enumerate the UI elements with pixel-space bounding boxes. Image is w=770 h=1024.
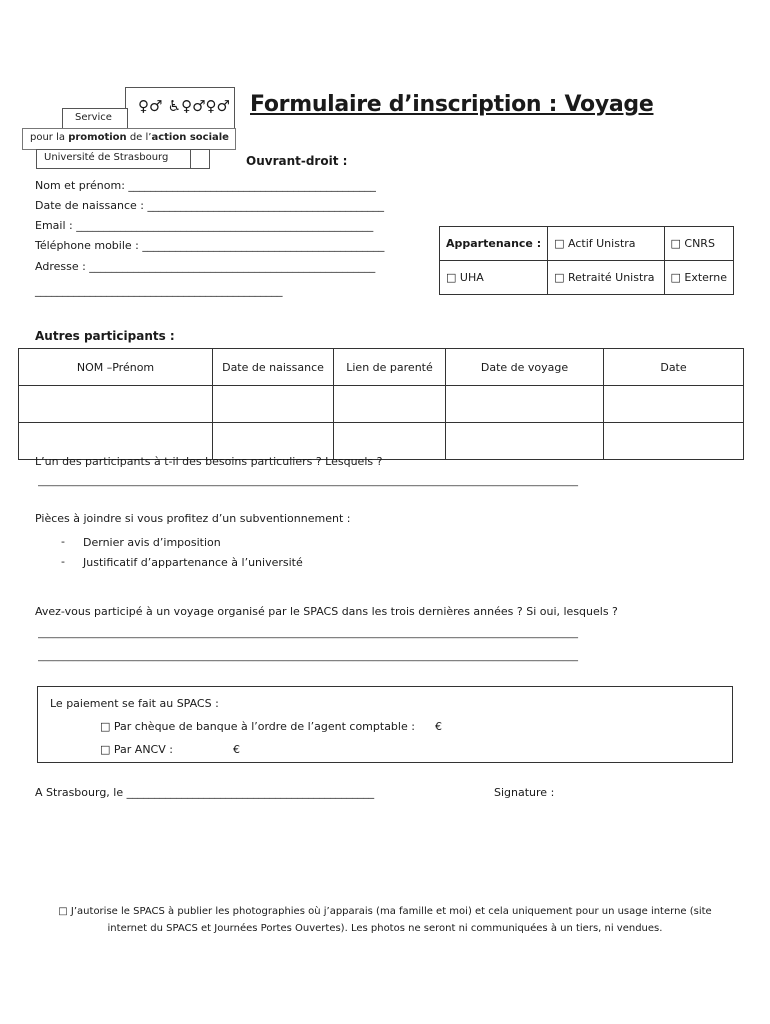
- paiement-ancv-option[interactable]: □ Par ANCV :: [100, 743, 173, 756]
- option-retraite-unistra[interactable]: □ Retraité Unistra: [548, 261, 664, 295]
- col-date: Date: [604, 349, 744, 386]
- table-cell[interactable]: [446, 386, 604, 423]
- autres-participants-heading: Autres participants :: [35, 329, 175, 343]
- field-nom-prenom[interactable]: Nom et prénom: _____________________________________________: [35, 179, 376, 192]
- bullet-dash: -: [61, 535, 65, 548]
- autorisation-line-1: □ J’autorise le SPACS à publier les photographies où j’apparais (ma famille et moi) et cela uniquement pour un usage interne (site: [58, 906, 712, 917]
- field-date-naissance[interactable]: Date de naissance : ___________________________________________: [35, 199, 384, 212]
- table-cell[interactable]: [19, 423, 213, 460]
- autorisation-photos[interactable]: [40, 903, 730, 937]
- voyage-answer-line-2[interactable]: ____________________________________________________________________________________________________________: [38, 651, 578, 662]
- logo-university: Université de Strasbourg: [44, 152, 169, 163]
- logo-service-label: Service: [75, 112, 112, 123]
- voyage-answer-line-1[interactable]: ____________________________________________________________________________________________________________: [38, 628, 578, 639]
- table-cell[interactable]: [213, 423, 334, 460]
- option-actif-unistra[interactable]: □ Actif Unistra: [548, 227, 664, 261]
- appartenance-table: [439, 226, 734, 295]
- participants-header-row: [19, 349, 744, 386]
- field-telephone[interactable]: Téléphone mobile : ____________________________________________: [35, 239, 385, 252]
- pieces-intro: Pièces à joindre si vous profitez d’un subventionnement :: [35, 512, 351, 525]
- field-adresse-line2[interactable]: _____________________________________________: [35, 284, 283, 297]
- besoins-answer-line[interactable]: ____________________________________________________________________________________________________________: [38, 476, 578, 487]
- col-nom-prenom: NOM –Prénom: [19, 349, 213, 386]
- table-cell[interactable]: [446, 423, 604, 460]
- field-adresse[interactable]: Adresse : ____________________________________________________: [35, 260, 376, 273]
- logo-tagline: pour la promotion de l’action sociale: [30, 132, 229, 143]
- voyage-precedent-question: Avez-vous participé à un voyage organisé par le SPACS dans les trois dernières années ? Si oui, lesquels ?: [35, 605, 618, 618]
- field-email[interactable]: Email : ______________________________________________________: [35, 219, 374, 232]
- appartenance-label: Appartenance :: [440, 227, 548, 261]
- option-cnrs[interactable]: □ CNRS: [664, 227, 734, 261]
- option-externe[interactable]: □ Externe: [664, 261, 734, 295]
- col-date-naissance: Date de naissance: [213, 349, 334, 386]
- table-row: [19, 386, 744, 423]
- besoins-question: L’un des participants à t-il des besoins particuliers ? Lesquels ?: [35, 455, 383, 468]
- table-cell[interactable]: [334, 423, 446, 460]
- signature-place-date[interactable]: A Strasbourg, le _____________________________________________: [35, 786, 375, 799]
- table-cell[interactable]: [213, 386, 334, 423]
- table-cell[interactable]: [604, 423, 744, 460]
- euro-sign: €: [233, 743, 240, 756]
- euro-sign: €: [435, 720, 442, 733]
- spacs-logo: [22, 87, 238, 171]
- ouvrant-droit-heading: Ouvrant-droit :: [246, 154, 348, 168]
- paiement-intro: Le paiement se fait au SPACS :: [50, 697, 219, 710]
- piece-justificatif: Justificatif d’appartenance à l’université: [83, 556, 303, 569]
- logo-frame-small: [190, 149, 210, 169]
- paiement-cheque-option[interactable]: □ Par chèque de banque à l’ordre de l’agent comptable :: [100, 720, 415, 733]
- option-uha[interactable]: □ UHA: [440, 261, 548, 295]
- autorisation-line-2: internet du SPACS et Journées Portes Ouvertes). Les photos ne seront ni communiquées à un tiers, ni vendues.: [107, 923, 663, 934]
- logo-people-glyphs: ♀♂ ♿♀♂♀♂: [138, 97, 230, 115]
- participants-table: [18, 348, 744, 460]
- form-title: Formulaire d’inscription : Voyage: [250, 92, 654, 117]
- paiement-box: [37, 686, 733, 763]
- table-row: [19, 423, 744, 460]
- bullet-dash: -: [61, 555, 65, 568]
- table-cell[interactable]: [334, 386, 446, 423]
- col-lien-parente: Lien de parenté: [334, 349, 446, 386]
- table-cell[interactable]: [19, 386, 213, 423]
- col-date-voyage: Date de voyage: [446, 349, 604, 386]
- signature-label: Signature :: [494, 786, 555, 799]
- piece-avis-imposition: Dernier avis d’imposition: [83, 536, 221, 549]
- table-cell[interactable]: [604, 386, 744, 423]
